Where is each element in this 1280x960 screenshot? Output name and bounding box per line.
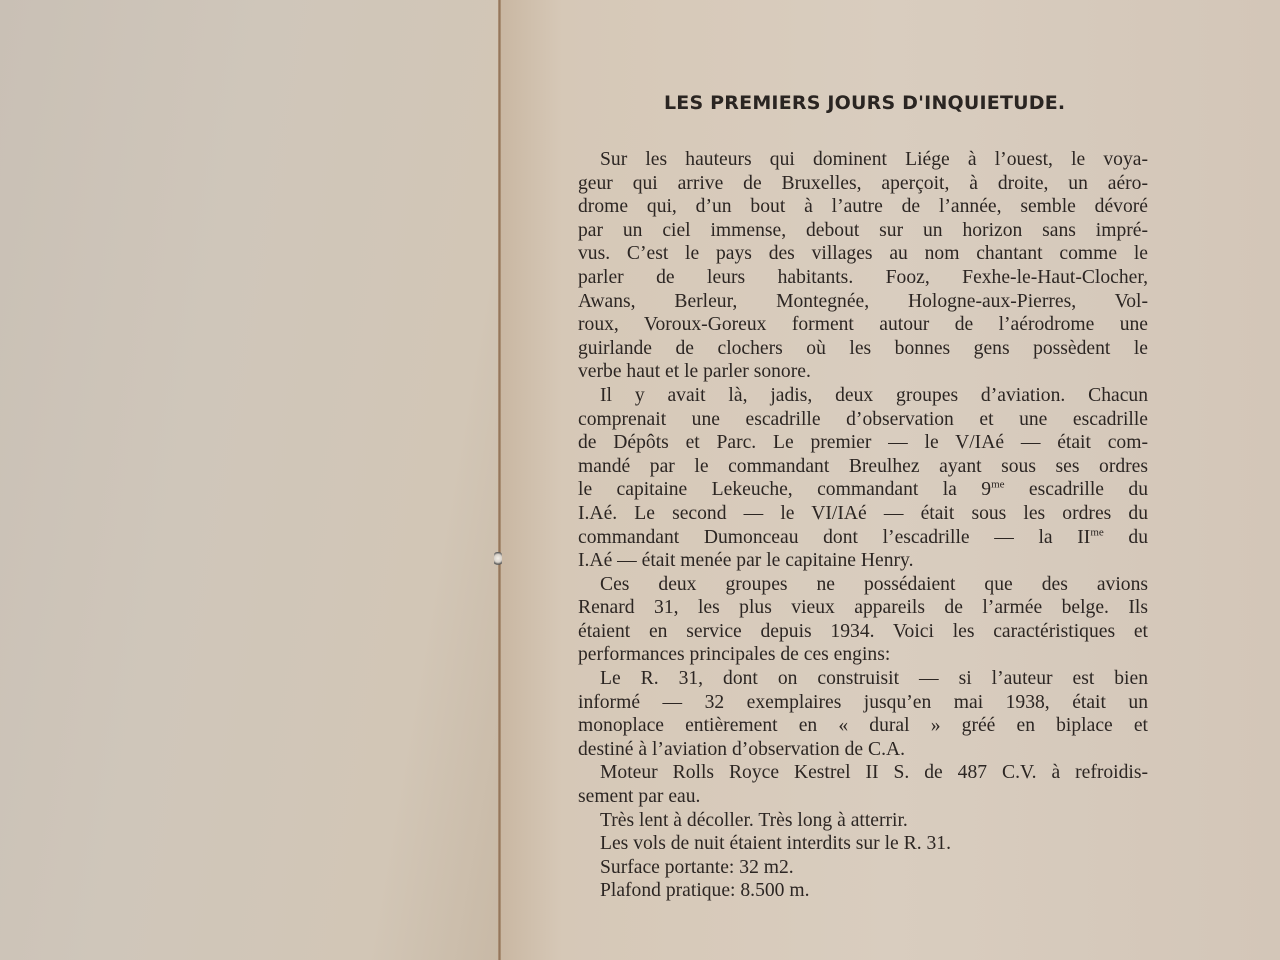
chapter-title: LES PREMIERS JOURS D'INQUIETUDE. [664, 92, 1066, 114]
body-text [578, 148, 1148, 903]
text-line: mandé par le commandant Breulhez ayant sous ses ordres [578, 455, 1148, 477]
text-line: informé — 32 exemplaires jusqu’en mai 1938, était un [578, 691, 1148, 713]
text-fragment: commandant Dumonceau dont l’escadrille — la II [578, 526, 1091, 548]
text-line: de Dépôts et Parc. Le premier — le V/IAé — était com- [578, 432, 1148, 454]
text-line: par un ciel immense, debout sur un horizon sans impré- [578, 219, 1148, 241]
text-line: Surface portante: 32 m2. [600, 856, 794, 878]
text-line [578, 478, 1148, 502]
text-line: Awans, Berleur, Montegnée, Hologne-aux-Pierres, Vol- [578, 290, 1148, 312]
text-line: Moteur Rolls Royce Kestrel II S. de 487 C.V. à refroidis- [600, 762, 1148, 784]
text-line: Le R. 31, dont on construisit — si l’auteur est bien [600, 668, 1148, 690]
text-line: comprenait une escadrille d’observation et une escadrille [578, 408, 1148, 430]
text-line: I.Aé. Le second — le VI/IAé — était sous les ordres du [578, 502, 1148, 524]
text-line: vus. C’est le pays des villages au nom chantant comme le [578, 243, 1148, 265]
text-line: Renard 31, les plus vieux appareils de l’armée belge. Ils [578, 597, 1148, 619]
left-page-blank [0, 0, 500, 960]
text-line: Ces deux groupes ne possédaient que des avions [600, 573, 1148, 595]
text-line: destiné à l’aviation d’observation de C.A. [578, 738, 906, 760]
text-line: guirlande de clochers où les bonnes gens possèdent le [578, 337, 1148, 359]
text-fragment: le capitaine Lekeuche, commandant la 9 [578, 479, 992, 501]
book-gutter [498, 0, 501, 960]
text-line: performances principales de ces engins: [578, 644, 891, 666]
text-line: Sur les hauteurs qui dominent Liége à l’ouest, le voya- [600, 149, 1148, 170]
text-line: monoplace entièrement en « dural » gréé en biplace et [578, 715, 1148, 737]
text-fragment: escadrille du [1004, 479, 1148, 501]
text-line: geur qui arrive de Bruxelles, aperçoit, à droite, un aéro- [578, 172, 1148, 194]
superscript: me [1090, 525, 1104, 538]
text-line: étaient en service depuis 1934. Voici les caractéristiques et [578, 620, 1148, 642]
text-line: Plafond pratique: 8.500 m. [600, 880, 810, 902]
text-fragment: du [1103, 526, 1148, 548]
staple-icon [494, 552, 502, 566]
text-line: drome qui, d’un bout à l’autre de l’année, semble dévoré [578, 196, 1148, 218]
text-line: Très lent à décoller. Très long à atterrir. [600, 809, 908, 831]
text-line: parler de leurs habitants. Fooz, Fexhe-le-Haut-Clocher, [578, 266, 1148, 288]
superscript: me [991, 478, 1005, 491]
text-line: Les vols de nuit étaient interdits sur le R. 31. [600, 833, 951, 855]
text-line: Il y avait là, jadis, deux groupes d’aviation. Chacun [600, 384, 1148, 406]
text-line: verbe haut et le parler sonore. [578, 361, 811, 383]
text-line: I.Aé — était menée par le capitaine Henry. [578, 550, 914, 572]
text-line: sement par eau. [578, 786, 701, 808]
text-line: roux, Voroux-Goreux forment autour de l’aérodrome une [578, 314, 1148, 336]
text-line [578, 526, 1148, 550]
